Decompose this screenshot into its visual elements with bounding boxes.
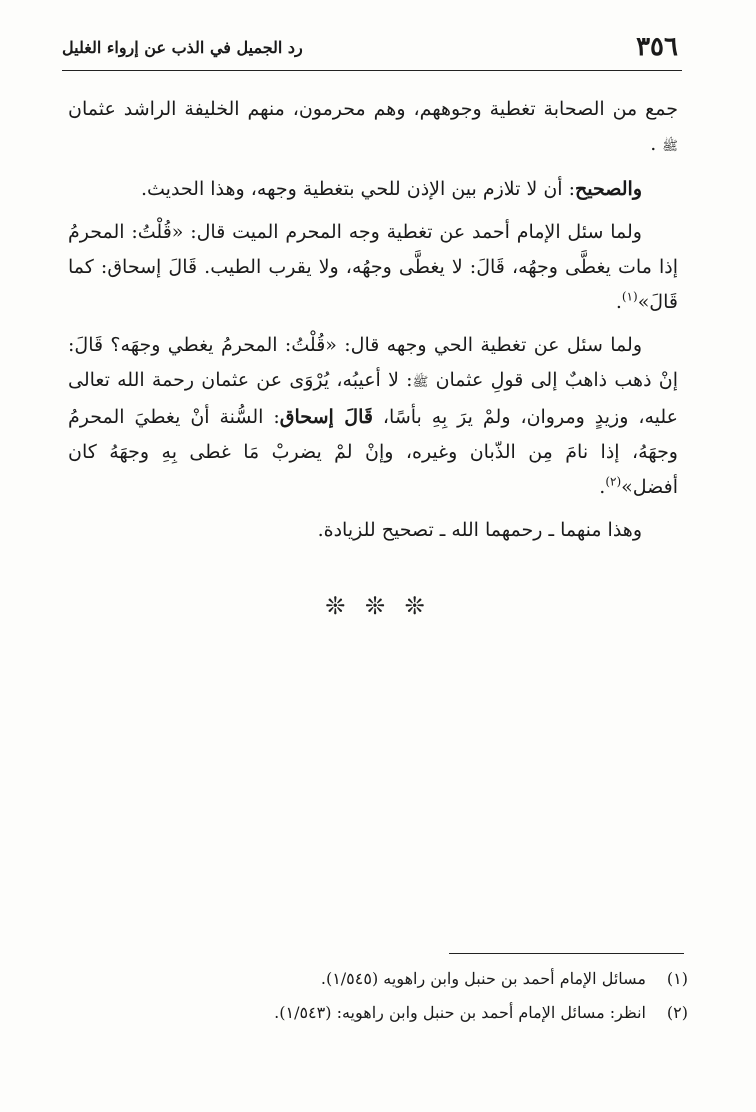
paragraph-3-end: . (615, 291, 622, 313)
footnote-1-number: (١) (666, 969, 688, 988)
running-title: رد الجميل في الذب عن إرواء الغليل (62, 38, 303, 57)
paragraph-2-text: : أن لا تلازم بين الإذن للحي بتغطية وجهه، وهذا الحديث. (140, 178, 576, 200)
honorific-glyph: ﷺ (412, 375, 429, 390)
honorific-glyph: ﷺ (662, 139, 678, 154)
paragraph-1 (68, 92, 678, 164)
paragraph-4-end: . (599, 476, 606, 498)
paragraph-5 (68, 513, 678, 548)
footnote-2-number: (٢) (666, 1003, 688, 1022)
footnotes (68, 962, 688, 1030)
main-text (68, 92, 678, 556)
footnote-1-text: مسائل الإمام أحمد بن حنبل وابن راهويه (١/٥٤٥). (320, 969, 646, 988)
page-number: ٣٥٦ (636, 32, 678, 62)
paragraph-1-text: جمع من الصحابة تغطية وجوههم، وهم محرمون، منهم الخليفة الراشد عثمان (68, 98, 678, 120)
footnote-divider (449, 953, 684, 954)
footnote-ref-2[interactable]: (٢) (605, 474, 622, 489)
footnote-2-text: انظر: مسائل الإمام أحمد بن حنبل وابن راهويه: (١/٥٤٣). (274, 1003, 646, 1022)
paragraph-4-bold: قَالَ إسحاق (279, 406, 373, 428)
paragraph-2 (68, 172, 678, 207)
section-separator-stars: ❊ ❊ ❊ (325, 592, 431, 620)
paragraph-4-part-a: ولما سئل عن تغطية الحي وجهه قال: «قُلْتُ: المحرمُ يغطي وجهَه؟ قَالَ: إنْ ذهب ذاهبٌ إلى قولِ عثمان (68, 334, 679, 391)
footnote-ref-1[interactable]: (١) (621, 289, 638, 304)
paragraph-4-part-b: : لا أعيبُه، يُرْوَى عن عثمان رحمة الله تعالى عليه، وزيدٍ ومروان، ولمْ يرَ بِهِ بأسًا، (68, 369, 678, 428)
footnote-1 (68, 962, 688, 996)
paragraph-3-text: ولما سئل الإمام أحمد عن تغطية وجه المحرم الميت قال: «قُلْتُ: المحرمُ إذا مات يغطَّى وجهُه، قَالَ: لا يغطَّى وجهُه، ولا يقرب الطيب. قَالَ إسحاق: كما قَالَ» (68, 221, 678, 313)
paragraph-1-end: . (650, 133, 657, 155)
paragraph-2-lead: والصحيح (575, 178, 642, 200)
paragraph-4-part-c: : السُّنة أنْ يغطيَ المحرمُ وجهَهُ، إذا نامَ مِن الذّبان وغيره، وإنْ لمْ يضربْ مَا غطى بِهِ وجهَهُ كان أفضل» (68, 406, 678, 498)
paragraph-4 (68, 328, 678, 505)
page-header (62, 30, 682, 71)
paragraph-3 (68, 215, 678, 320)
footnote-2 (68, 996, 688, 1030)
paragraph-5-text: وهذا منهما ـ رحمهما الله ـ تصحيح للزيادة. (317, 519, 642, 541)
